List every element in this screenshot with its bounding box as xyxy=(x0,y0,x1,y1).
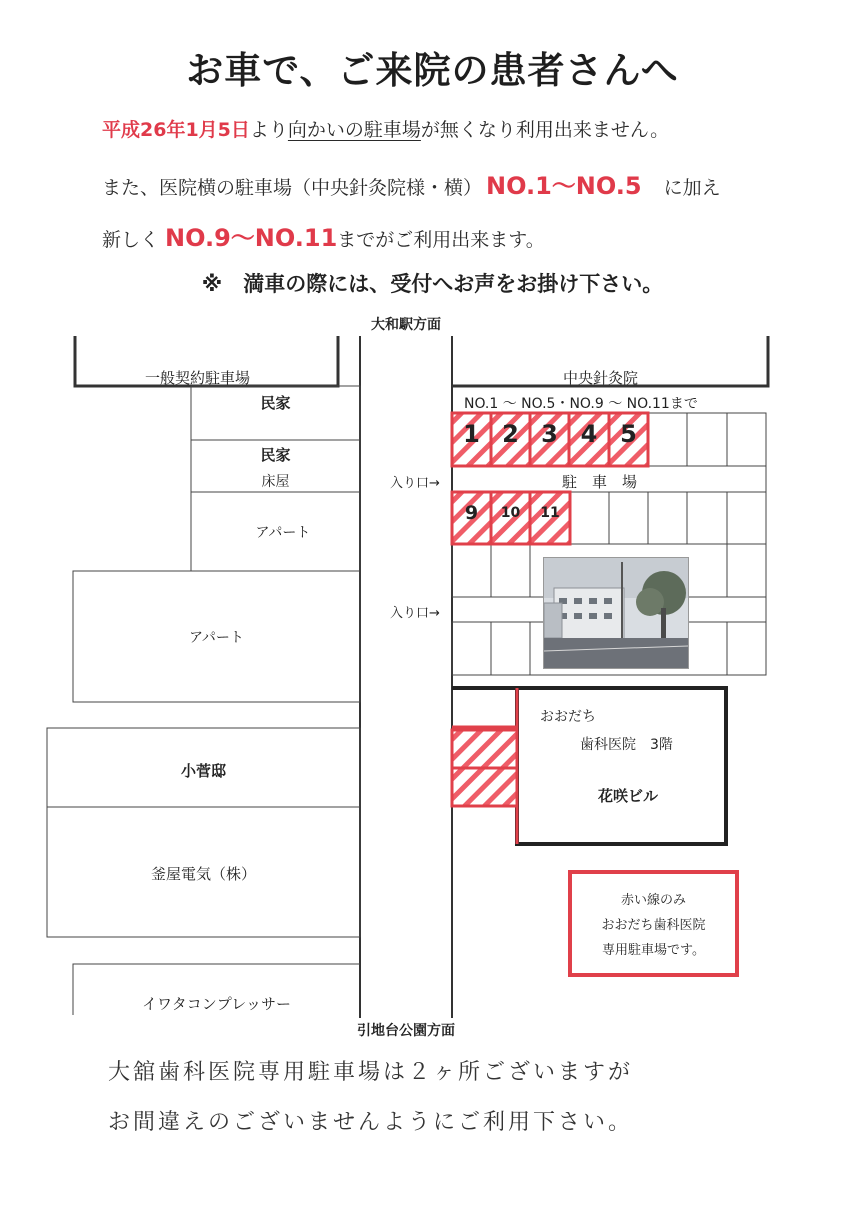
entrance-label-2: 入り口→ xyxy=(390,606,440,621)
kamaya-label: 釜屋電気（株） xyxy=(150,865,256,883)
building-label: 花咲ビル xyxy=(598,787,659,805)
slot-5: 5 xyxy=(620,420,637,448)
slot-3: 3 xyxy=(541,420,558,448)
note-text: ※ 満車の際には、受付へお声をお掛け下さい。 xyxy=(201,272,664,296)
legend-box xyxy=(568,870,739,977)
line2-range: NO.1～NO.5 xyxy=(486,172,642,200)
entrance-label-1: 入り口→ xyxy=(390,476,440,491)
page-title: お車で、ご来院の患者さんへ xyxy=(186,49,679,92)
apartment1-label: アパート xyxy=(255,525,311,541)
contract-parking-label: 一般契約駐車場 xyxy=(145,369,251,387)
clinic-name-label: おおだち xyxy=(540,709,596,725)
line1-text-b: 向かいの駐車場 xyxy=(287,119,421,141)
slot-9: 9 xyxy=(464,502,479,524)
slot-10: 10 xyxy=(500,505,521,521)
slot-1: 1 xyxy=(463,420,480,448)
legend-line-3: 専用駐車場です。 xyxy=(602,943,705,958)
acupuncture-label: 中央針灸院 xyxy=(563,369,639,387)
north-direction-label: 大和駅方面 xyxy=(371,317,441,333)
slot-range-label: NO.1 ～ NO.5・NO.9 ～ NO.11まで xyxy=(464,396,698,412)
iwata-label: イワタコンプレッサー xyxy=(141,995,292,1013)
line3-text-a: 新しく xyxy=(102,229,160,251)
apartment2-label: アパート xyxy=(189,630,244,646)
legend-line-1: 赤い線のみ xyxy=(620,893,686,908)
slot-2: 2 xyxy=(502,420,519,448)
line3-text-b: までがご利用出来ます。 xyxy=(337,229,545,251)
house1-label: 民家 xyxy=(260,394,291,412)
parking-label: 駐 車 場 xyxy=(562,473,638,491)
slot-4: 4 xyxy=(580,420,598,448)
line2-text-b: に加え xyxy=(663,177,721,199)
red-slots-building xyxy=(452,688,517,844)
house2-label: 民家 xyxy=(260,446,291,464)
bottom-line-1: 大舘歯科医院専用駐車場は２ヶ所ございますが xyxy=(108,1060,634,1085)
line1-text-c: が無くなり利用出来ません。 xyxy=(420,119,670,141)
date-text: 平成26年1月5日 xyxy=(102,119,250,141)
south-direction-label: 引地台公園方面 xyxy=(357,1023,455,1039)
bottom-line-2: お間違えのございませんようにご利用下さい。 xyxy=(108,1110,634,1135)
kosuge-label: 小菅邸 xyxy=(180,762,226,780)
line3-range: NO.9～NO.11 xyxy=(165,224,338,252)
clinic-photo xyxy=(543,557,689,669)
line2-text-a: また、医院横の駐車場（中央針灸院様・横） xyxy=(102,177,483,199)
slot-11: 11 xyxy=(540,505,560,521)
barber-label: 床屋 xyxy=(261,474,290,490)
legend-line-2: おおだち歯科医院 xyxy=(601,918,706,933)
line1-text-a: より xyxy=(249,119,288,141)
clinic-floor-label: 歯科医院 3階 xyxy=(580,737,673,753)
